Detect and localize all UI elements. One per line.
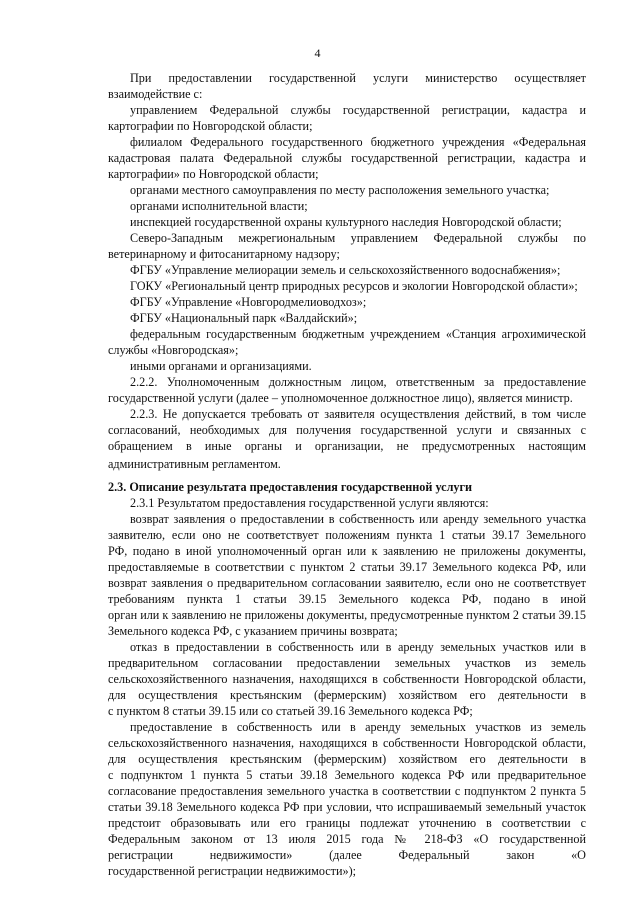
text-line: обращением в иные органы и организации, не предусмотренных настоящим (108, 439, 586, 453)
text-line: РФ, подано в иной уполномоченный орган или к заявлению не приложены документы, (108, 544, 586, 558)
text-line: предстоит образовывать или его границы подлежат уточнению в соответствии с (108, 816, 586, 830)
page-number: 4 (314, 46, 321, 60)
text-line: Земельного кодекса РФ, с указанием причины возврата; (108, 624, 398, 638)
text-line: ФГБУ «Национальный парк «Валдайский»; (130, 311, 358, 325)
text-line: требованиям пункта 1 статьи 39.15 Земельного кодекса РФ, подано в иной (108, 592, 586, 606)
text-line: инспекцией государственной охраны культурного наследия Новгородской области; (130, 215, 562, 229)
text-line: картографии по Новгородской области; (108, 119, 313, 133)
text-line: сельскохозяйственного назначения, находящихся в собственности Новгородской области, (108, 672, 586, 686)
text-line: Федеральным законом от 13 июля 2015 года № 218-ФЗ «О государственной (108, 832, 586, 846)
text-line: При предоставлении государственной услуги министерство осуществляет (130, 71, 586, 85)
text-line: сельскохозяйственного назначения, находящихся в собственности Новгородской области, (108, 736, 586, 750)
text-line: органами исполнительной власти; (130, 199, 308, 213)
text-line: ФГБУ «Управление мелиорации земель и сельскохозяйственного водоснабжения»; (130, 263, 561, 277)
text-line: 2.3.1 Результатом предоставления государственной услуги являются: (130, 496, 489, 510)
text-line: филиалом Федерального государственного бюджетного учреждения «Федеральная (130, 135, 586, 149)
text-line: кадастровая палата Федеральной службы государственной регистрации, кадастра и (108, 151, 586, 165)
text-line: федеральным государственным бюджетным учреждением «Станция агрохимической (130, 327, 586, 341)
text-line: для осуществления крестьянским (фермерским) хозяйством его деятельности в (108, 752, 586, 766)
text-line: органами местного самоуправления по месту расположения земельного участка; (130, 183, 550, 197)
text-line: отказ в предоставлении в собственность или в аренду земельных участков или в (130, 640, 586, 654)
text-line: государственной регистрации недвижимости»); (108, 864, 357, 878)
text-line: ГОКУ «Региональный центр природных ресурсов и экологии Новгородской области»; (130, 279, 578, 293)
text-line: Северо-Западным межрегиональным управлением Федеральной службы по (130, 231, 586, 245)
text-line: службы «Новгородская»; (108, 343, 239, 357)
text-line: согласований, необходимых для получения государственной услуги и связанных с (108, 423, 586, 437)
text-line: ФГБУ «Управление «Новгородмелиоводхоз»; (130, 295, 367, 309)
text-line: 2.2.2. Уполномоченным должностным лицом, ответственным за предоставление (130, 375, 586, 389)
text-line: заявителю, если оно не соответствует положениям пункта 1 статьи 39.17 Земельного (108, 528, 586, 542)
text-line: с пунктом 8 статьи 39.15 или со статьей 39.16 Земельного кодекса РФ; (108, 704, 473, 718)
text-line: возврат заявления о предоставлении в собственность или аренду земельного участка (130, 512, 586, 526)
text-line: управлением Федеральной службы государственной регистрации, кадастра и (130, 103, 586, 117)
text-line: иными органами и организациями. (130, 359, 312, 373)
text-line: административным регламентом. (108, 457, 281, 471)
text-line: ветеринарному и фитосанитарному надзору; (108, 247, 340, 261)
text-line: государственной услуги (далее – уполномоченное должностное лицо), является министр. (108, 391, 573, 405)
text-line: с подпунктом 1 пункта 5 статьи 39.18 Земельного кодекса РФ или предварительное (108, 768, 586, 782)
text-line: регистрации недвижимости» (далее Федеральный закон «О (108, 848, 586, 862)
text-line: предварительном согласовании предоставлении земельных участков из земель (108, 656, 586, 670)
text-line: возврат заявления о предварительном согласовании заявителю, если оно не соответствует (108, 576, 586, 590)
section-heading: 2.3. Описание результата предоставления государственной услуги (108, 480, 473, 494)
text-line: согласование предоставления земельного участка в соответствии с подпунктом 2 пункта 5 (108, 784, 586, 798)
text-line: для осуществления крестьянским (фермерским) хозяйством его деятельности в (108, 688, 586, 702)
text-line: предоставляемые в соответствии с пунктом 2 статьи 39.17 Земельного кодекса РФ, или (108, 560, 586, 574)
text-line: статьи 39.18 Земельного кодекса РФ при условии, что испрашиваемый земельный участок (108, 800, 586, 814)
text-line: картографии» по Новгородской области; (108, 167, 319, 181)
text-line: 2.2.3. Не допускается требовать от заявителя осуществления действий, в том числе (130, 407, 586, 421)
text-line: предоставление в собственность или в аренду земельных участков из земель (130, 720, 586, 734)
text-line: взаимодействие с: (108, 87, 203, 101)
text-line: орган или к заявлению не приложены документы, предусмотренные пунктом 2 статьи 39.15 (108, 608, 586, 622)
